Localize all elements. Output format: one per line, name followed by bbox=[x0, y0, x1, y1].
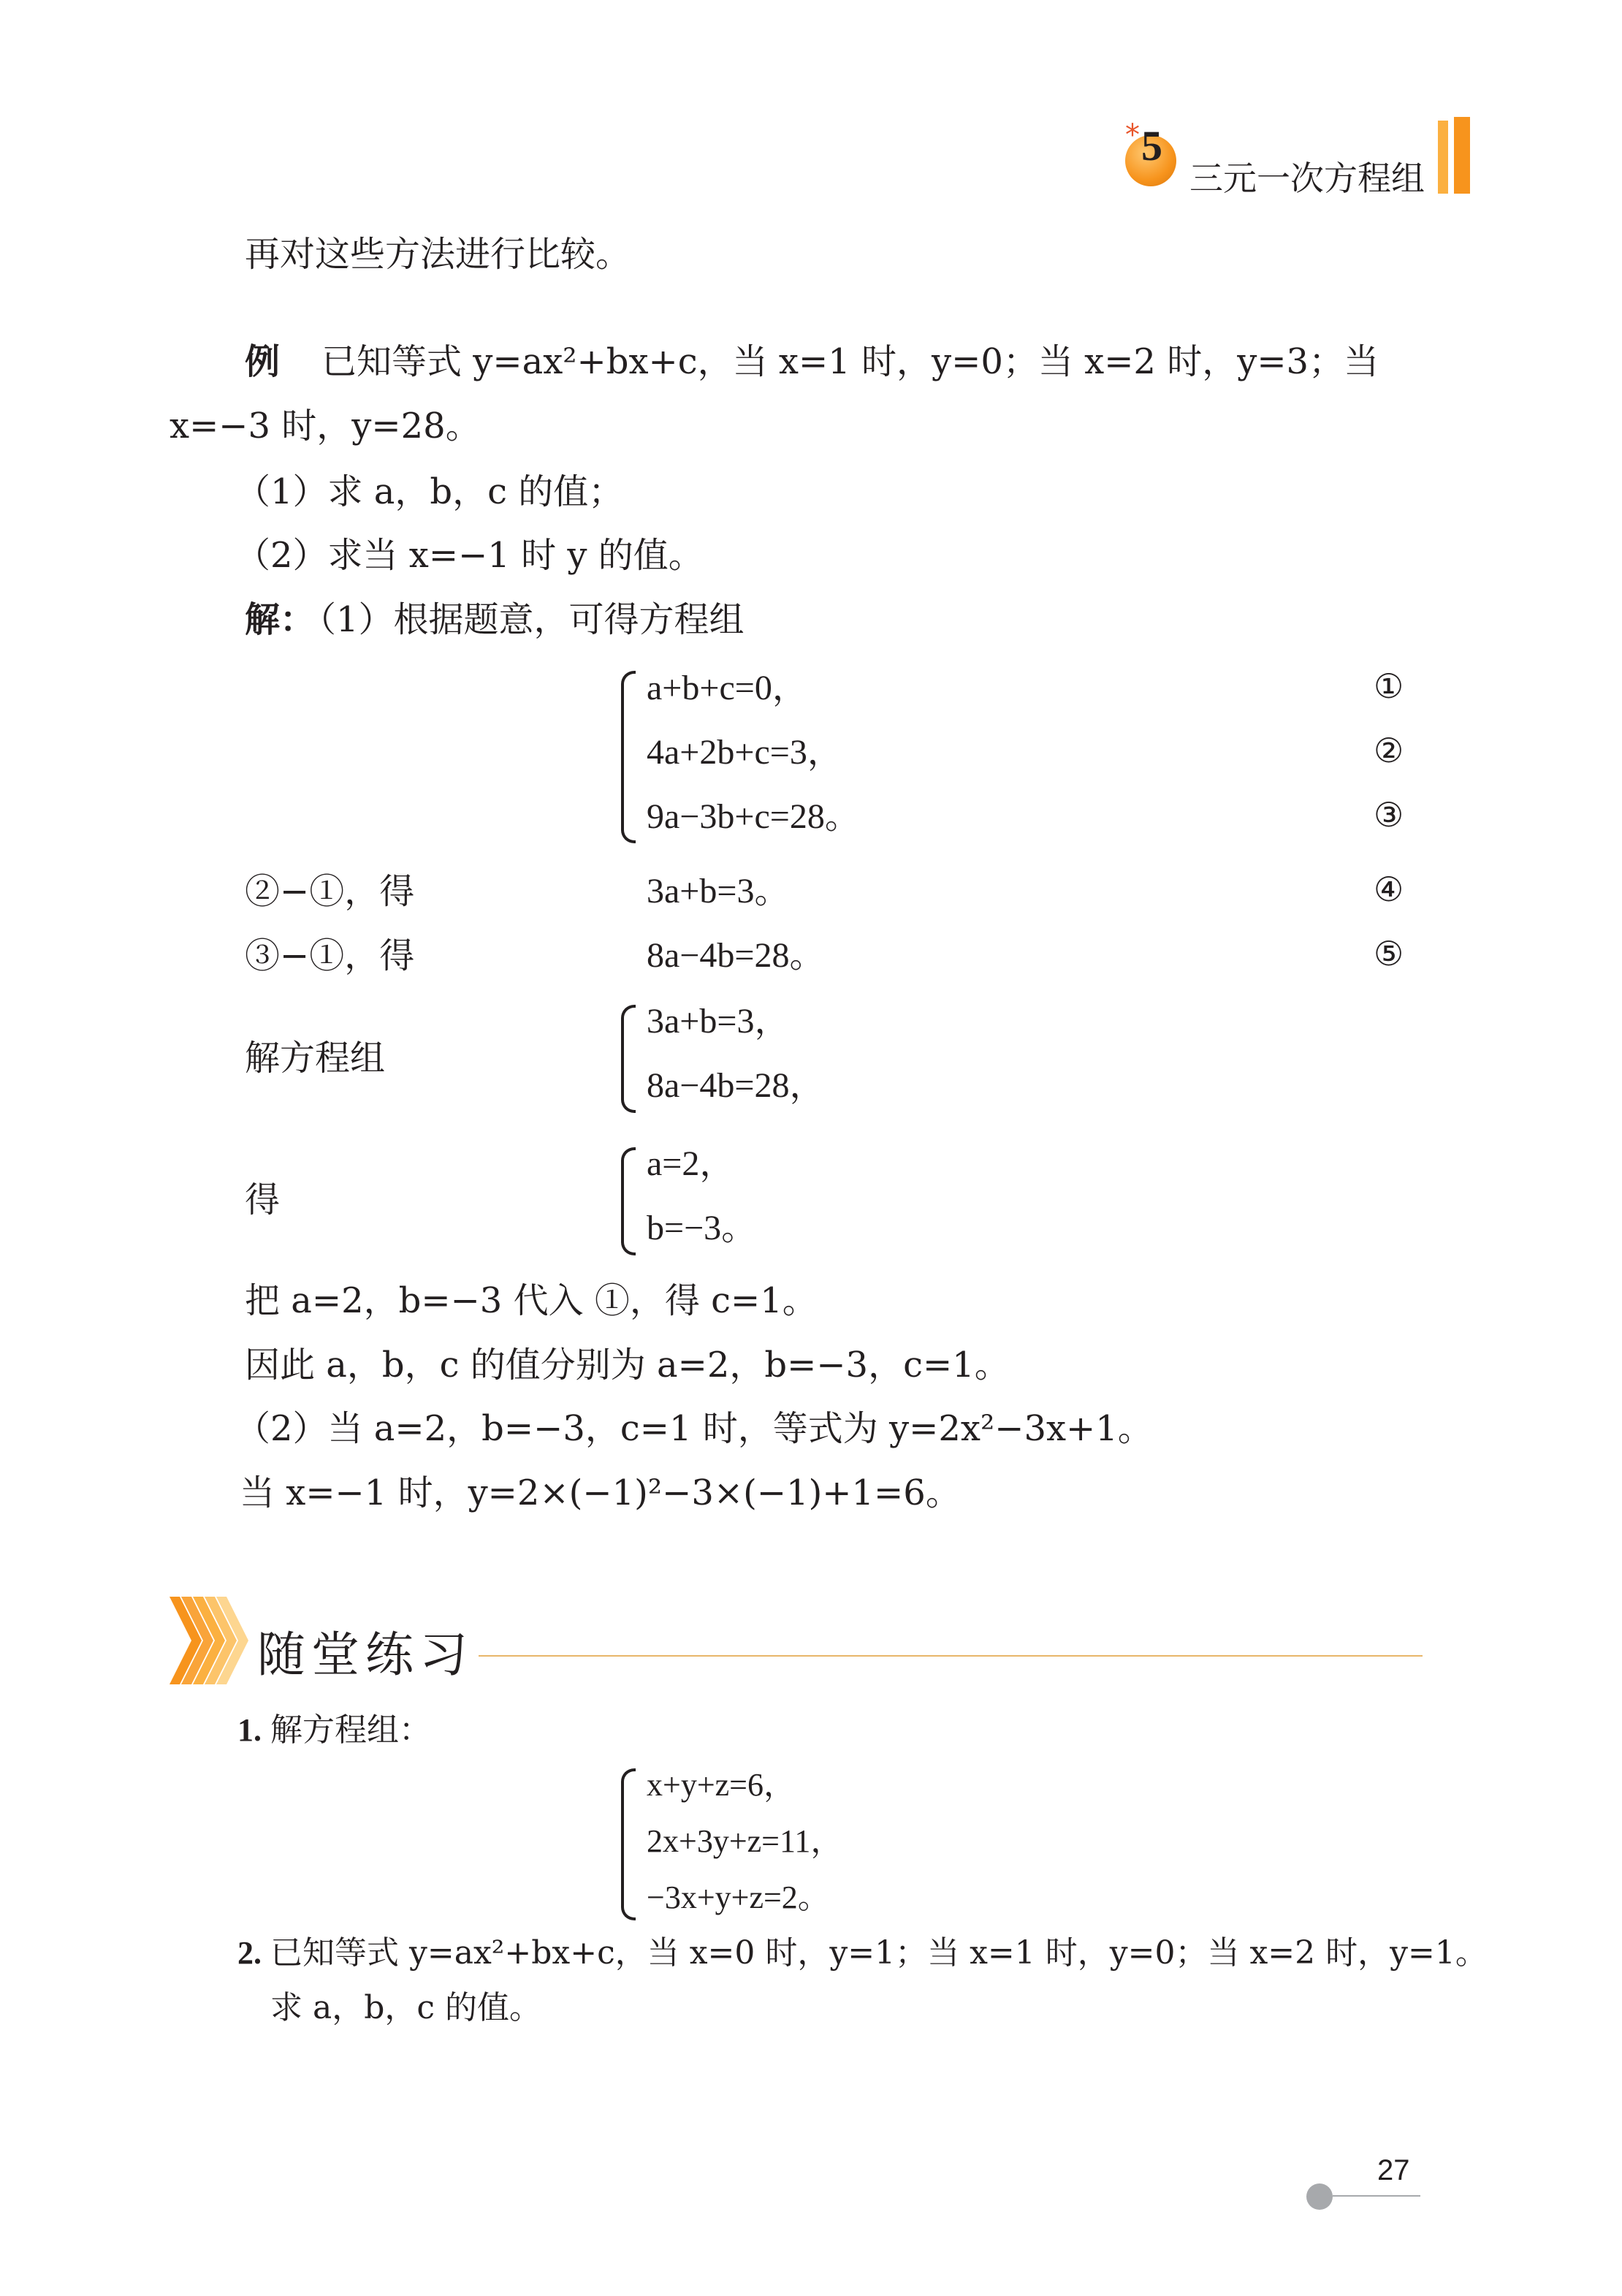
practice-chevron-icon bbox=[170, 1597, 250, 1684]
practice-system-eq3: −3x+y+z=2。 bbox=[647, 1879, 830, 1915]
example-q2: （2）求当 x=−1 时 y 的值。 bbox=[235, 535, 704, 576]
example-q1: （1）求 a，b，c 的值； bbox=[235, 471, 624, 512]
intro-text: 再对这些方法进行比较。 bbox=[245, 234, 631, 275]
system2-eq1: 3a+b=3， bbox=[647, 1002, 790, 1041]
system1-mark1: ① bbox=[1374, 666, 1404, 706]
header-bar-dark bbox=[1454, 117, 1470, 194]
chapter-star: * bbox=[1125, 118, 1140, 152]
solution-label: 解： bbox=[245, 599, 316, 640]
system1-eq2: 4a+2b+c=3， bbox=[647, 733, 842, 772]
page-number: 27 bbox=[1377, 2154, 1410, 2186]
system1-mark2: ② bbox=[1374, 731, 1404, 770]
system3-eq1: a=2， bbox=[647, 1144, 735, 1183]
header-bar-light bbox=[1438, 121, 1448, 194]
line-q2: （2）当 a=2，b=−3，c=1 时，等式为 y=2x²−3x+1。 bbox=[235, 1408, 1153, 1449]
system1-eq3: 9a−3b+c=28。 bbox=[647, 797, 860, 836]
chapter-title: 三元一次方程组 bbox=[1189, 159, 1425, 198]
system2-eq2: 8a−4b=28， bbox=[647, 1066, 825, 1105]
practice-item2-line2: 求 a，b，c 的值。 bbox=[270, 1989, 542, 2026]
solution-intro: （1）根据题意，可得方程组 bbox=[301, 599, 745, 640]
practice-item2-line1: 已知等式 y=ax²+bx+c，当 x=0 时，y=1；当 x=1 时，y=0；当 x=2 时，y=1。 bbox=[270, 1934, 1488, 1972]
line-final: 当 x=−1 时，y=2×(−1)²−3×(−1)+1=6。 bbox=[240, 1472, 961, 1513]
practice-title: 随堂练习 bbox=[257, 1627, 473, 1683]
solve-label: 解方程组 bbox=[245, 1038, 386, 1079]
step5-eq: 8a−4b=28。 bbox=[647, 936, 825, 975]
system2-brace bbox=[621, 1005, 636, 1113]
practice-system-brace bbox=[621, 1768, 636, 1920]
system3-eq2: b=−3。 bbox=[647, 1209, 757, 1247]
line-therefore: 因此 a，b，c 的值分别为 a=2，b=−3，c=1。 bbox=[245, 1345, 1010, 1385]
example-stem-line1: 已知等式 y=ax²+bx+c，当 x=1 时，y=0；当 x=2 时，y=3；当 bbox=[321, 341, 1379, 382]
step4-mark: ④ bbox=[1374, 870, 1404, 909]
line-substitute: 把 a=2，b=−3 代入 ①，得 c=1。 bbox=[245, 1280, 818, 1321]
footer-rule bbox=[1333, 2195, 1420, 2197]
step5-left: ③−①，得 bbox=[245, 935, 415, 976]
practice-item1-num: 1. bbox=[237, 1712, 262, 1748]
system1-eq1: a+b+c=0， bbox=[647, 669, 807, 707]
step4-eq: 3a+b=3。 bbox=[647, 872, 790, 911]
system3-brace bbox=[621, 1147, 636, 1255]
practice-item1-text: 解方程组： bbox=[270, 1711, 431, 1749]
practice-rule bbox=[479, 1655, 1423, 1657]
practice-system-eq1: x+y+z=6， bbox=[647, 1767, 796, 1803]
footer-dot bbox=[1306, 2183, 1333, 2210]
step4-left: ②−①，得 bbox=[245, 871, 415, 912]
step5-mark: ⑤ bbox=[1374, 934, 1404, 973]
system1-mark3: ③ bbox=[1374, 795, 1404, 835]
example-label: 例 bbox=[245, 341, 281, 382]
practice-item2-num: 2. bbox=[237, 1935, 262, 1971]
get-label: 得 bbox=[245, 1179, 281, 1220]
system1-brace bbox=[621, 671, 636, 843]
chapter-number: 5 bbox=[1141, 122, 1162, 170]
practice-system-eq2: 2x+3y+z=11， bbox=[647, 1823, 843, 1859]
example-stem-line2: x=−3 时，y=28。 bbox=[170, 406, 481, 446]
